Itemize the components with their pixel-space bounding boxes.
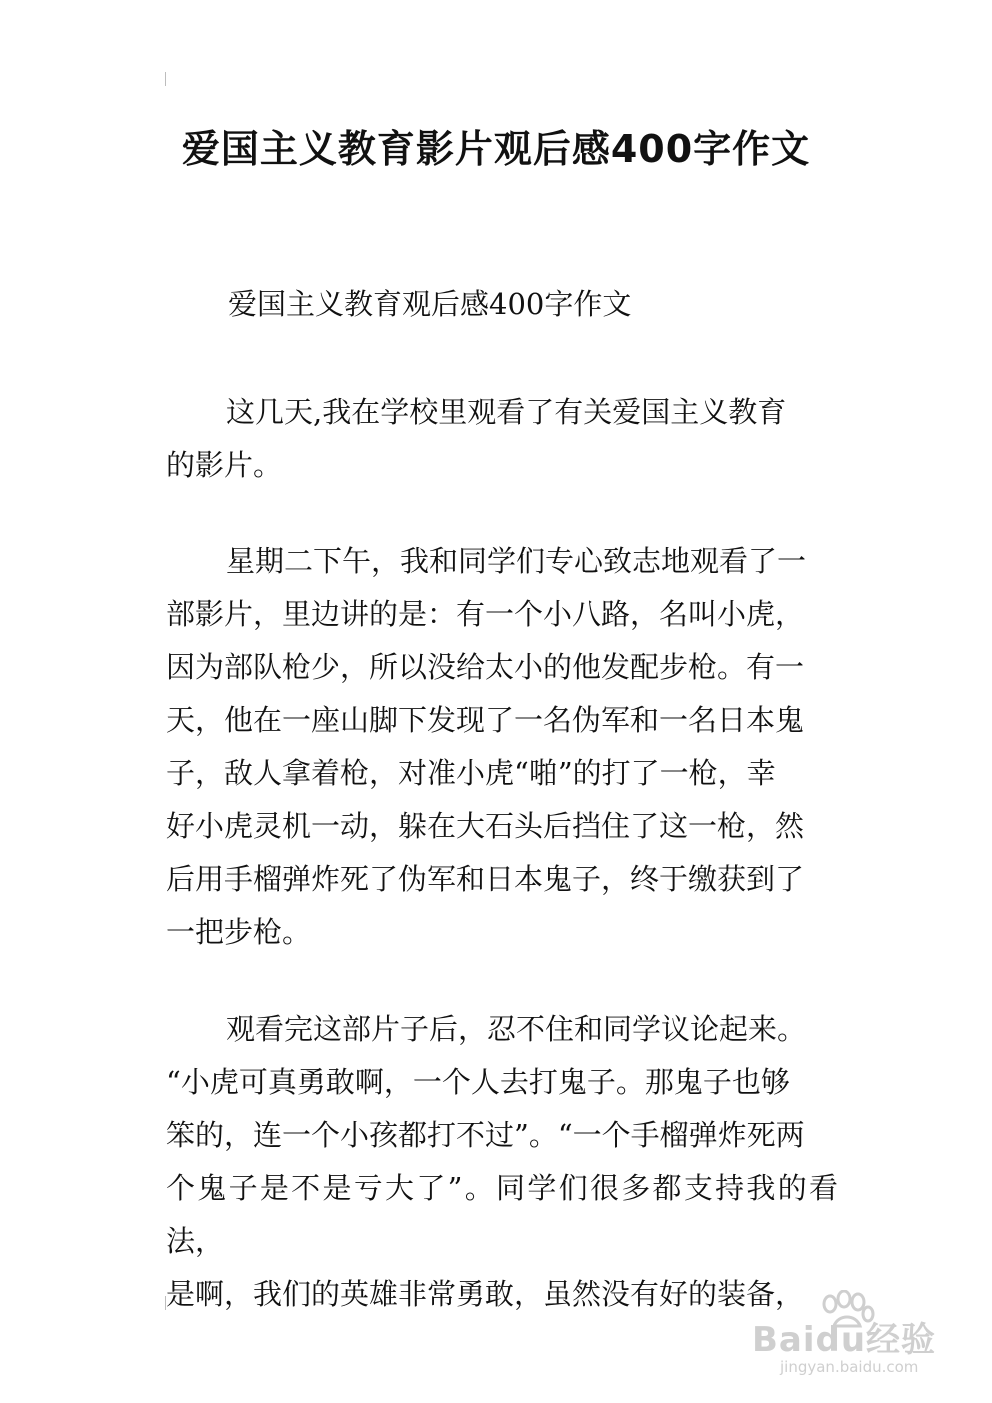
paragraph-line: 这几天,我在学校里观看了有关爱国主义教育 [226,395,787,429]
paragraph-line: 笨的，连一个小孩都打不过”。“一个手榴弹炸死两 [166,1118,805,1152]
document-title: 爱国主义教育影片观后感400字作文 [181,127,811,171]
watermark-brand: Baidu经验 [752,1320,937,1360]
paragraph-1 [166,386,838,492]
paragraph-line: 个鬼子是不是亏大了”。同学们很多都支持我的看法， [166,1171,838,1258]
paragraph-line: 后用手榴弹炸死了伪军和日本鬼子，终于缴获到了 [166,862,805,896]
paragraph-line: “小虎可真勇敢啊，一个人去打鬼子。那鬼子也够 [166,1065,790,1099]
paragraph-3 [166,1003,838,1321]
document-subtitle: 爱国主义教育观后感400字作文 [228,287,632,321]
paragraph-2 [166,535,838,959]
paragraph-line: 天，他在一座山脚下发现了一名伪军和一名日本鬼 [166,703,805,737]
top-corner-mark [165,72,166,86]
paragraph-line: 的影片。 [166,448,283,482]
watermark-site: jingyan.baidu.com [780,1358,919,1376]
paragraph-line: 是啊，我们的英雄非常勇敢，虽然没有好的装备， [166,1277,805,1311]
paragraph-line: 一把步枪。 [166,915,312,949]
baidu-jingyan-watermark [752,1290,952,1380]
paragraph-line: 部影片，里边讲的是：有一个小八路，名叫小虎， [166,597,805,631]
paragraph-line: 因为部队枪少，所以没给太小的他发配步枪。有一 [166,650,805,684]
paragraph-line: 观看完这部片子后，忍不住和同学议论起来。 [226,1012,807,1046]
paragraph-line: 好小虎灵机一动，躲在大石头后挡住了这一枪，然 [166,809,805,843]
paragraph-line: 星期二下午，我和同学们专心致志地观看了一 [226,544,807,578]
paragraph-line: 子，敌人拿着枪，对准小虎“啪”的打了一枪，幸 [166,756,776,790]
